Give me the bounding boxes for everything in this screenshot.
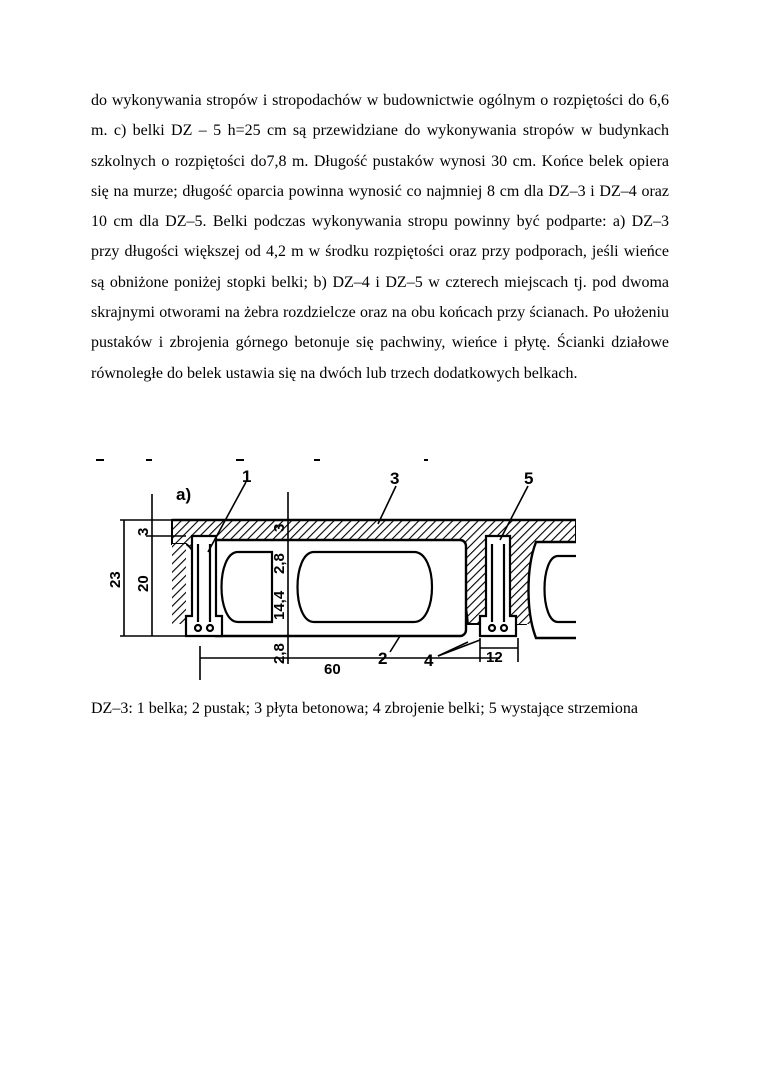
part-label-2: 2 xyxy=(378,649,388,668)
part-label-5: 5 xyxy=(524,469,534,488)
dim-bottom-flange: 2,8 xyxy=(271,643,288,664)
part-label-1: 1 xyxy=(242,467,252,486)
figure-caption: DZ–3: 1 belka; 2 pustak; 3 płyta betonowa; 4 zbrojenie belki; 5 wystające strzemiona xyxy=(91,700,638,717)
dim-haunch: 2,8 xyxy=(271,553,288,574)
part-label-3: 3 xyxy=(390,469,400,488)
dim-slab-left: 3 xyxy=(135,527,152,536)
beam-left xyxy=(186,536,222,636)
floor-cross-section-figure xyxy=(88,452,588,680)
block-void-middle xyxy=(298,552,433,622)
dim-beam-width: 12 xyxy=(486,649,503,666)
body-paragraph: do wykonywania stropów i stropodachów w budownictwie ogólnym o rozpiętości do 6,6 m. c) belki DZ – 5 h=25 cm są przewidziane do wykonywania stropów w budynkach szkolnych o rozpiętości do7,8 m. Długość pustaków wynosi 30 cm. Końce belek opiera się na murze; długość oparcia powinna wynosić co najmniej 8 cm dla DZ–3 i DZ–4 oraz 10 cm dla DZ–5. Belki podczas wykonywania stropu powinny być podparte: a) DZ–3 przy długości większej od 4,2 m w środku rozpiętości oraz przy podporach, jeśli wieńce są obniżone poniżej stopki belki; b) DZ–4 i DZ–5 w czterech miejscach tj. pod dwoma skrajnymi otworami na żebra rozdzielcze oraz na obu końcach przy ścianach. Po ułożeniu pustaków i zbrojenia górnego betonuje się pachwiny, wieńce i płytę. Ścianki działowe równoległe do belek ustawia się na dwóch lub trzech dodatkowych belkach. xyxy=(91,92,669,382)
panel-label: a) xyxy=(176,485,192,504)
dim-height-below-slab: 20 xyxy=(135,575,152,592)
dim-void-height: 14,4 xyxy=(271,590,288,620)
dim-slab-mid: 3 xyxy=(271,523,288,532)
beam-right xyxy=(480,536,516,636)
dim-total-height: 23 xyxy=(107,571,124,588)
part-label-4: 4 xyxy=(424,651,434,670)
dim-block-spacing: 60 xyxy=(324,661,341,678)
block-void-left xyxy=(222,552,273,622)
